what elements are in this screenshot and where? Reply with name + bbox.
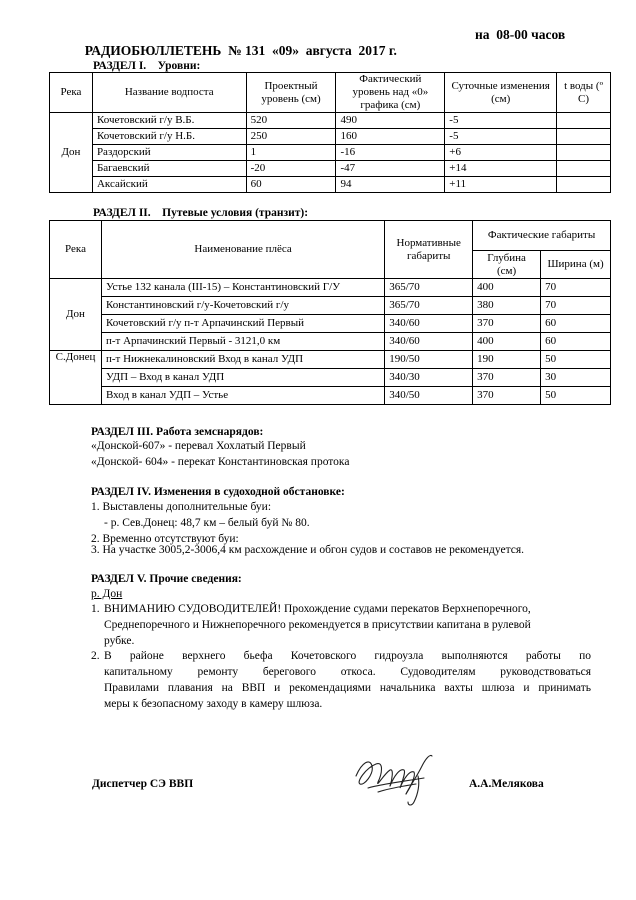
col-reach-name: Наименование плёса	[101, 221, 384, 279]
post-cell: Кочетовский г/у Н.Б.	[92, 129, 246, 145]
width-cell: 70	[541, 297, 611, 315]
depth-cell: 400	[473, 279, 541, 297]
bulletin-title-text: РАДИОБЮЛЛЕТЕНЬ № 131 «09» августа 2017 г.	[84, 43, 397, 58]
depth-cell: 370	[473, 315, 541, 333]
temp-cell	[557, 161, 611, 177]
change-cell: +6	[445, 145, 557, 161]
notice-line: Правилами плавания на ВВП и рекомендациями начальника вахты шлюза и принимать	[104, 682, 591, 694]
section2-heading: РАЗДЕЛ II. Путевые условия (транзит):	[93, 207, 309, 219]
list-number: 2.	[91, 650, 100, 662]
table-row	[50, 177, 611, 193]
change-cell: +11	[445, 177, 557, 193]
levels-table	[49, 72, 611, 193]
reach-cell: Вход в канал УДП – Устье	[101, 387, 384, 405]
river-cell: Дон	[50, 279, 102, 351]
dispatcher-name: А.А.Мелякова	[469, 778, 544, 790]
change-cell: -5	[445, 129, 557, 145]
table-row	[50, 161, 611, 177]
actual-cell: 490	[336, 113, 445, 129]
col-post-name: Название водпоста	[92, 73, 246, 113]
temp-cell	[557, 129, 611, 145]
depth-cell: 370	[473, 369, 541, 387]
norm-cell: 340/60	[385, 315, 473, 333]
notice-line: Среднепоречного и Нижнепоречного рекомендуется в присутствии капитана в рулевой	[104, 619, 531, 631]
dredger-line: «Донской- 604» - перекат Константиновская протока	[91, 456, 350, 468]
list-subitem: - р. Сев.Донец: 48,7 км – белый буй № 80.	[104, 517, 310, 529]
table-row	[50, 369, 611, 387]
actual-cell: 160	[336, 129, 445, 145]
depth-cell: 380	[473, 297, 541, 315]
depth-cell: 190	[473, 351, 541, 369]
width-cell: 50	[541, 387, 611, 405]
post-cell: Кочетовский г/у В.Б.	[92, 113, 246, 129]
norm-cell: 190/50	[385, 351, 473, 369]
width-cell: 30	[541, 369, 611, 387]
col-water-temp: t воды (º С)	[557, 73, 611, 113]
transit-header-row	[50, 221, 611, 251]
temp-cell	[557, 113, 611, 129]
temp-cell	[557, 177, 611, 193]
width-cell: 70	[541, 279, 611, 297]
section3-heading: РАЗДЕЛ III. Работа земснарядов:	[91, 426, 264, 438]
dispatcher-position: Диспетчер СЭ ВВП	[92, 778, 194, 790]
list-item: 2. Временно отсутствуют буи:	[91, 533, 239, 545]
table-row	[50, 315, 611, 333]
norm-cell: 365/70	[385, 279, 473, 297]
norm-cell: 340/50	[385, 387, 473, 405]
river-cell: Дон	[50, 113, 93, 193]
width-cell: 60	[541, 333, 611, 351]
actual-cell: -16	[336, 145, 445, 161]
table-row	[50, 279, 611, 297]
reach-cell: Устье 132 канала (III-15) – Константиновский Г/У	[101, 279, 384, 297]
col-width: Ширина (м)	[541, 251, 611, 279]
list-number: 1.	[91, 603, 100, 615]
design-cell: 1	[246, 145, 336, 161]
section5-river: р. Дон	[91, 588, 123, 600]
list-item: 3. На участке 3005,2-3006,4 км расхождение и обгон судов и составов не рекомендуется.	[91, 544, 525, 556]
design-cell: -20	[246, 161, 336, 177]
norm-cell: 365/70	[385, 297, 473, 315]
post-cell: Аксайский	[92, 177, 246, 193]
reach-cell: п-т Арпачинский Первый - 3121,0 км	[101, 333, 384, 351]
col-river: Река	[50, 73, 93, 113]
actual-cell: 94	[336, 177, 445, 193]
section5-heading: РАЗДЕЛ V. Прочие сведения:	[91, 573, 242, 585]
signature-image	[348, 748, 440, 810]
norm-cell: 340/60	[385, 333, 473, 351]
col-depth: Глубина (см)	[473, 251, 541, 279]
table-row	[50, 297, 611, 315]
table-row	[50, 387, 611, 405]
section1-heading: РАЗДЕЛ I. Уровни:	[93, 60, 201, 72]
depth-cell: 400	[473, 333, 541, 351]
reach-cell: УДП – Вход в канал УДП	[101, 369, 384, 387]
notice-line: капитальному ремонту берегового откоса. Судоводителям руководствоваться	[104, 666, 591, 678]
col-daily-change: Суточные изменения (см)	[445, 73, 557, 113]
temp-cell	[557, 145, 611, 161]
width-cell: 50	[541, 351, 611, 369]
depth-cell: 370	[473, 387, 541, 405]
notice-line: меры к безопасному заходу в камеру шлюза.	[104, 698, 323, 710]
width-cell: 60	[541, 315, 611, 333]
table-row	[50, 145, 611, 161]
col-river: Река	[50, 221, 102, 279]
transit-table	[49, 220, 611, 405]
design-cell: 60	[246, 177, 336, 193]
col-normative: Нормативные габариты	[385, 221, 473, 279]
dredger-line: «Донской-607» - перевал Хохлатый Первый	[91, 440, 306, 452]
reach-cell: Кочетовский г/у п-т Арпачинский Первый	[101, 315, 384, 333]
col-actual-dimensions: Фактические габариты	[473, 221, 611, 251]
table-row	[50, 351, 611, 369]
river-cell: С.Донец	[50, 351, 102, 405]
post-cell: Багаевский	[92, 161, 246, 177]
actual-cell: -47	[336, 161, 445, 177]
section4-heading: РАЗДЕЛ IV. Изменения в судоходной обстановке:	[91, 486, 345, 498]
table-row	[50, 129, 611, 145]
post-cell: Раздорский	[92, 145, 246, 161]
col-design-level: Проектный уровень (см)	[246, 73, 336, 113]
table-row	[50, 113, 611, 129]
bulletin-time: на 08-00 часов	[475, 27, 566, 42]
notice-line: ВНИМАНИЮ СУДОВОДИТЕЛЕЙ! Прохождение судами перекатов Верхнепоречного,	[104, 603, 531, 615]
col-actual-level: Фактический уровень над «0» графика (см)	[336, 73, 445, 113]
notice-line: рубке.	[104, 635, 135, 647]
notice-line: В районе верхнего бьефа Кочетовского гидроузла выполняются работы по	[104, 650, 591, 662]
table-row	[50, 333, 611, 351]
change-cell: +14	[445, 161, 557, 177]
change-cell: -5	[445, 113, 557, 129]
reach-cell: п-т Нижнекалиновский Вход в канал УДП	[101, 351, 384, 369]
list-item: 1. Выставлены дополнительные буи:	[91, 501, 272, 513]
reach-cell: Константиновский г/у-Кочетовский г/у	[101, 297, 384, 315]
levels-header-row	[50, 73, 611, 113]
design-cell: 250	[246, 129, 336, 145]
norm-cell: 340/30	[385, 369, 473, 387]
design-cell: 520	[246, 113, 336, 129]
